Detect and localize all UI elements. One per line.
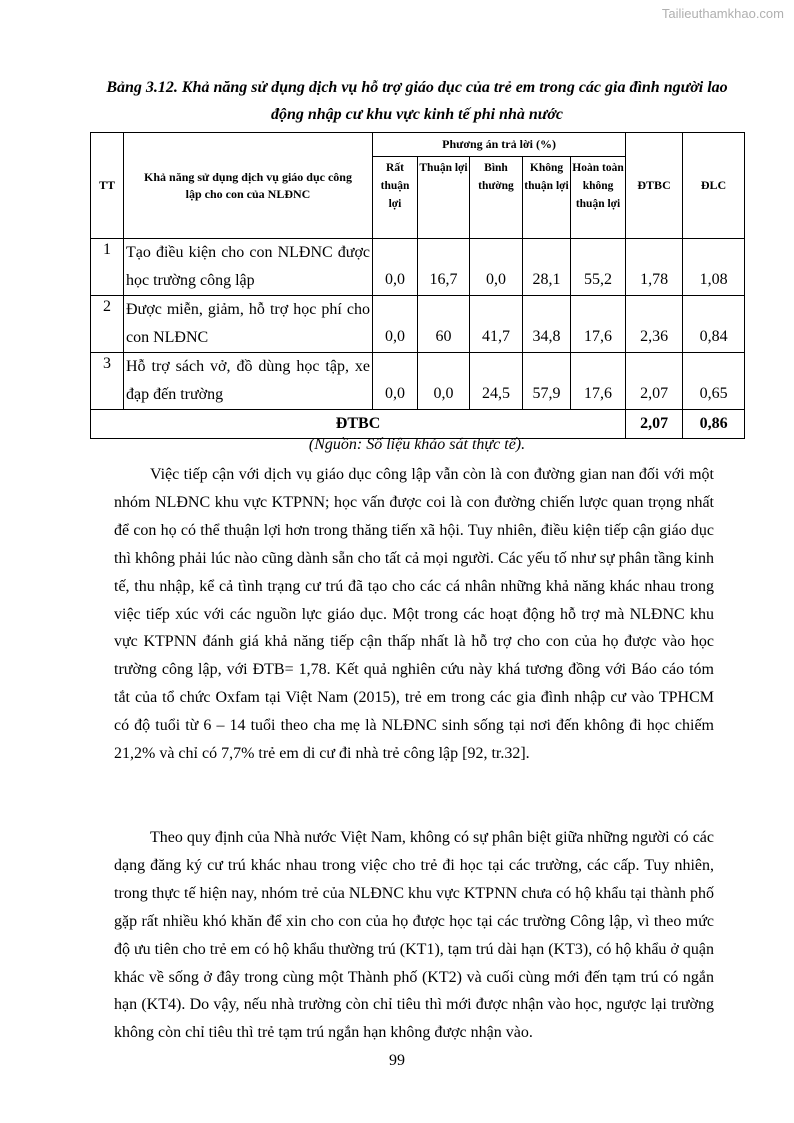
row-sd: 0,65 <box>683 353 745 410</box>
header-group: Phương án trả lời (%) <box>373 133 626 157</box>
header-option-4: Không thuận lợi <box>523 157 571 239</box>
paragraph-2: Theo quy định của Nhà nước Việt Nam, không có sự phân biệt giữa những người có các dạng đăng ký cư trú khác nhau trong việc cho trẻ đi học tại các trường, các cấp. Tuy nhiên, trong thực tế hiện nay, nhóm trẻ của NLĐNC khu vực KTPNN chưa có hộ khẩu tại thành phố gặp rất nhiều khó khăn để xin cho con của họ được học tại các trường Công lập, vì theo mức độ ưu tiên cho trẻ em có hộ khẩu thường trú (KT1), tạm trú dài hạn (KT3), có hộ khẩu ở quận khác về sống ở đây trong cùng một Thành phố (KT2) và cuối cùng mới đến tạm trú có ngắn hạn (KT4). Do vậy, nếu nhà trường còn chỉ tiêu thì mới được nhận vào học, ngược lại trường không còn chỉ tiêu thì trẻ tạm trú ngắn hạn không được nhận vào. <box>114 829 714 1042</box>
row-item: Được miễn, giảm, hỗ trợ học phí cho con NLĐNC <box>124 296 373 353</box>
row-value: 41,7 <box>470 296 523 353</box>
row-value: 34,8 <box>523 296 571 353</box>
header-tt: TT <box>91 133 124 239</box>
header-option-1: Rất thuận lợi <box>373 157 418 239</box>
source-note: (Nguồn: Số liệu khảo sát thực tế). <box>308 436 526 453</box>
watermark: Tailieuthamkhao.com <box>661 6 784 21</box>
header-option-2: Thuận lợi <box>418 157 470 239</box>
row-mean: 2,36 <box>626 296 683 353</box>
row-mean: 1,78 <box>626 239 683 296</box>
row-sd: 1,08 <box>683 239 745 296</box>
row-item: Tạo điều kiện cho con NLĐNC được học trường công lập <box>124 239 373 296</box>
row-value: 0,0 <box>418 353 470 410</box>
header-option-3: Bình thường <box>470 157 523 239</box>
table-row <box>91 239 745 296</box>
row-value: 17,6 <box>571 353 626 410</box>
row-tt: 3 <box>91 353 124 410</box>
row-value: 16,7 <box>418 239 470 296</box>
page-number: 99 <box>389 1052 405 1069</box>
row-value: 0,0 <box>470 239 523 296</box>
table-row <box>91 296 745 353</box>
row-value: 55,2 <box>571 239 626 296</box>
row-item: Hỗ trợ sách vở, đồ dùng học tập, xe đạp đến trường <box>124 353 373 410</box>
total-label: ĐTBC <box>91 410 626 439</box>
header-option-5: Hoàn toàn không thuận lợi <box>571 157 626 239</box>
total-row <box>91 410 745 439</box>
header-mean: ĐTBC <box>626 133 683 239</box>
row-value: 28,1 <box>523 239 571 296</box>
total-sd: 0,86 <box>683 410 745 439</box>
table-row <box>91 353 745 410</box>
row-value: 24,5 <box>470 353 523 410</box>
row-value: 17,6 <box>571 296 626 353</box>
row-tt: 2 <box>91 296 124 353</box>
row-value: 0,0 <box>373 239 418 296</box>
row-sd: 0,84 <box>683 296 745 353</box>
row-value: 60 <box>418 296 470 353</box>
header-sd: ĐLC <box>683 133 745 239</box>
row-value: 0,0 <box>373 296 418 353</box>
row-mean: 2,07 <box>626 353 683 410</box>
row-value: 0,0 <box>373 353 418 410</box>
header-item: Khả năng sử dụng dịch vụ giáo dục công lập cho con của NLĐNC <box>124 133 373 239</box>
paragraph-1: Việc tiếp cận với dịch vụ giáo dục công lập vẫn còn là con đường gian nan đối với một nhóm NLĐNC khu vực KTPNN; học vấn được coi là con đường chiến lược quan trọng nhất để con họ có thể thuận lợi hơn trong thăng tiến xã hội. Tuy nhiên, điều kiện tiếp cận giáo dục thì không phải lúc nào cũng dành sẵn cho tất cả mọi người. Các yếu tố như sự phân tầng kinh tế, thu nhập, kể cả tình trạng cư trú đã tạo cho các cá nhân những khả năng khác nhau trong việc tiếp xúc với các nguồn lực giáo dục. Một trong các hoạt động hỗ trợ mà NLĐNC khu vực KTPNN đánh giá khả năng tiếp cận thấp nhất là hỗ trợ cho con của họ được vào học trường công lập, với ĐTB= 1,78. Kết quả nghiên cứu này khá tương đồng với Báo cáo tóm tắt của tổ chức Oxfam tại Việt Nam (2015), trẻ em trong các gia đình nhập cư vào TPHCM có độ tuổi từ 6 – 14 tuổi theo cha mẹ là NLĐNC sinh sống tại nơi đến không đi học chiếm 21,2% và chỉ có 7,7% trẻ em di cư đi nhà trẻ công lập [92, tr.32]. <box>114 466 714 763</box>
row-tt: 1 <box>91 239 124 296</box>
survey-table <box>90 132 745 439</box>
table-caption: Bảng 3.12. Khả năng sử dụng dịch vụ hỗ trợ giáo dục của trẻ em trong các gia đình người lao động nhập cư khu vực kinh tế phi nhà nước <box>106 79 728 123</box>
total-mean: 2,07 <box>626 410 683 439</box>
row-value: 57,9 <box>523 353 571 410</box>
